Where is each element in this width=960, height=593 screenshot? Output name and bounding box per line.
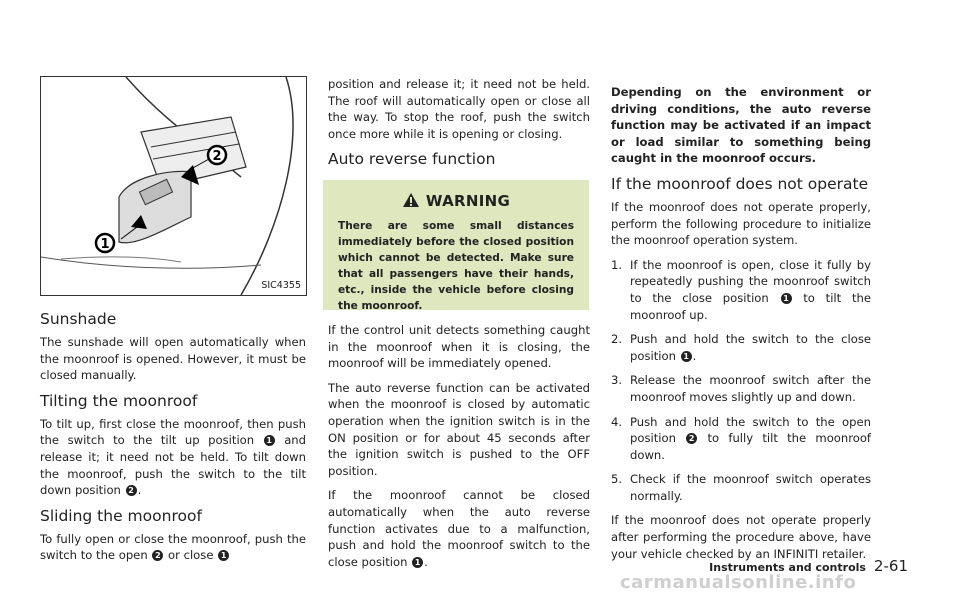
callout-1-icon: 1: [412, 557, 423, 568]
warning-header: [323, 192, 589, 210]
sunshade-heading: Sunshade: [40, 310, 117, 328]
step-text-end: .: [692, 348, 697, 363]
column-1: [40, 310, 306, 572]
tilting-heading: Tilting the moonroof: [40, 391, 198, 410]
auto-reverse-p3-text: If the moonroof cannot be closed automatically when the auto reverse function activates due to a malfunction, push and hold the moonroof switch to the close position: [328, 488, 590, 569]
initialize-steps: [611, 257, 871, 505]
tilting-text-c: .: [137, 483, 142, 498]
warning-icon: [402, 192, 420, 208]
auto-reverse-p3-end: .: [424, 554, 428, 569]
callout-2-icon: 2: [686, 433, 697, 444]
step-text: Check if the moonroof switch operates normally.: [630, 472, 871, 503]
sliding-text-b: or close: [168, 548, 214, 563]
tilting-text-b: and release it; it need not be held. To tilt down the moonroof, push the switch to the tilt down position: [40, 433, 307, 498]
watermark: carmanualsonline.info: [620, 572, 857, 593]
auto-reverse-p2: The auto reverse function can be activated when the moonroof is closed by automatic operation when the ignition switch is in the ON position or for about 45 seconds after the ignition switch is pushed to the OFF position.: [328, 380, 590, 478]
callout-1-icon: 1: [681, 351, 692, 362]
callout-1-icon: 1: [264, 435, 275, 446]
figure-label: SIC4355: [261, 280, 301, 291]
list-item: [611, 471, 871, 504]
column-3: [611, 84, 871, 570]
warning-text: There are some small distances immediately before the closed position which cannot be detected. Make sure that all passengers have their hands, etc., inside the vehicle before closing the moonroof.: [338, 220, 574, 312]
auto-reverse-p1: If the control unit detects something caught in the moonroof when it is closing, the moonroof will be immediately opened.: [328, 323, 590, 371]
sliding-continuation: position and release it; it need not be held. The roof will automatically open or close all the way. To stop the roof, push the switch once more while it is opening or closing.: [328, 77, 590, 141]
list-item: [611, 414, 871, 464]
callout-2-icon: 2: [126, 485, 137, 496]
section-name: Instruments and controls: [709, 561, 866, 574]
column-2-lower: [328, 322, 590, 578]
list-item: [611, 372, 871, 405]
callout-1-number: 1: [100, 237, 110, 252]
not-operate-closing: If the moonroof does not operate properly after performing the procedure above, have your vehicle checked by an INFINITI retailer.: [611, 513, 871, 561]
step-number: 3.: [611, 373, 623, 388]
moonroof-switch-illustration: [40, 76, 307, 296]
step-text: If the moonroof is open, close it fully by repeatedly pushing the moonroof switch to the close position: [630, 257, 871, 305]
sliding-heading: Sliding the moonroof: [40, 506, 202, 525]
tilting-text-a: To tilt up, first close the moonroof, then push the switch to the tilt up position: [40, 416, 306, 448]
warning-title: WARNING: [425, 192, 511, 210]
tilting-text: [40, 416, 306, 499]
sunshade-text: The sunshade will open automatically when the moonroof is opened. However, it must be closed manually.: [40, 335, 306, 383]
list-item: [611, 331, 871, 364]
list-item: [611, 257, 871, 323]
auto-reverse-note: Depending on the environment or driving conditions, the auto reverse function may be activated if an impact or load similar to something being caught in the moonroof occurs.: [611, 85, 871, 166]
sliding-text: [40, 531, 306, 564]
step-text-end: to fully tilt the moonroof down.: [630, 431, 872, 462]
step-number: 5.: [611, 472, 623, 487]
callout-1-icon: 1: [781, 293, 792, 304]
step-number: 4.: [611, 414, 623, 429]
step-number: 1.: [611, 257, 623, 272]
step-text-end: to tilt the moonroof up.: [630, 290, 871, 322]
callout-1-icon: 1: [218, 550, 229, 561]
not-operate-heading: If the moonroof does not operate: [611, 174, 869, 193]
column-2: [328, 76, 590, 174]
page-number: 2-61: [873, 557, 908, 575]
moonroof-switch-drawing: [41, 77, 306, 295]
callout-2-icon: 2: [152, 550, 163, 561]
step-text: Push and hold the switch to the open position: [630, 414, 871, 446]
step-text: Push and hold the switch to the close position: [630, 332, 871, 363]
not-operate-intro: If the moonroof does not operate properly, perform the following procedure to initialize the moonroof operation system.: [611, 199, 871, 248]
warning-box: [323, 180, 589, 310]
step-number: 2.: [611, 332, 623, 347]
auto-reverse-heading: Auto reverse function: [328, 150, 496, 169]
step-text: Release the moonroof switch after the moonroof moves slightly up and down.: [630, 373, 871, 404]
sliding-text-a: To fully open or close the moonroof, push the switch to the open: [40, 531, 306, 563]
auto-reverse-p3: [328, 487, 590, 570]
callout-2-number: 2: [212, 149, 222, 164]
